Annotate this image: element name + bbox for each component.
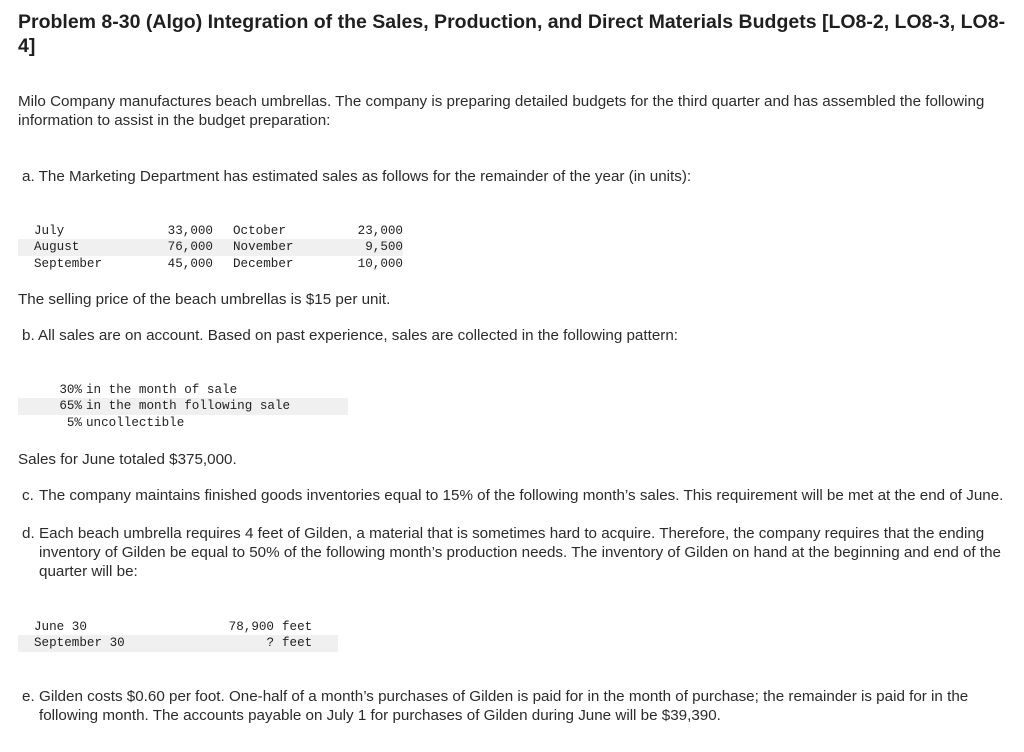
month-cell: September [34, 256, 103, 271]
table-row [18, 256, 403, 272]
item-e [22, 687, 1012, 725]
june-sales-text: Sales for June totaled $375,000. [18, 451, 237, 468]
item-c [22, 486, 1012, 505]
inventory-label: September 30 [34, 636, 125, 651]
table-row [18, 223, 403, 239]
inventory-value: 78,900 [228, 620, 274, 634]
item-a-text: a. The Marketing Department has estimated sales as follows for the remainder of the year (in units): [22, 168, 692, 185]
table-row [18, 619, 338, 635]
month-cell: July [34, 224, 65, 238]
item-marker: e. [22, 688, 35, 705]
month-cell: December [233, 256, 294, 271]
intro-paragraph: Milo Company manufactures beach umbrellas. The company is preparing detailed budgets for the third quarter and has assembled the following information to assist in the budget preparation: [18, 93, 985, 129]
item-d-text: Each beach umbrella requires 4 feet of Gilden, a material that is sometimes hard to acquire. Therefore, the company requires that the ending inventory of Gilden be equal to 50% of the following month’s production needs. The inventory of Gilden on hand at the beginning and end of the quarter will be: [39, 525, 1001, 580]
item-c-text: The company maintains finished goods inventories equal to 15% of the following month’s sales. This requirement will be met at the end of June. [39, 487, 1004, 504]
inventory-unit: feet [282, 636, 313, 651]
table-row [18, 398, 348, 414]
units-cell: 23,000 [357, 224, 403, 238]
month-cell: August [34, 240, 80, 255]
item-b-text: b. All sales are on account. Based on past experience, sales are collected in the following pattern: [22, 327, 678, 344]
units-cell: 10,000 [357, 256, 403, 271]
collection-pattern-table [18, 382, 348, 431]
percent-cell: 30% [59, 383, 82, 397]
table-row [18, 635, 338, 651]
item-d [22, 524, 1012, 581]
table-row [18, 415, 348, 431]
description-cell: in the month following sale [86, 399, 291, 414]
gilden-inventory-table [18, 619, 338, 652]
units-cell: 76,000 [167, 240, 213, 255]
inventory-label: June 30 [34, 620, 87, 634]
units-cell: 45,000 [167, 256, 213, 271]
units-cell: 9,500 [365, 240, 403, 255]
description-cell: uncollectible [86, 415, 185, 430]
item-marker: c. [22, 487, 34, 504]
selling-price-text: The selling price of the beach umbrellas is $15 per unit. [18, 291, 391, 308]
month-cell: November [233, 240, 294, 255]
problem-title: Problem 8-30 (Algo) Integration of the Sales, Production, and Direct Materials Budgets [LO8-2, LO8-3, LO8-4] [18, 11, 1006, 57]
table-row [18, 239, 403, 255]
inventory-value: ? [266, 636, 274, 651]
units-cell: 33,000 [167, 224, 213, 238]
sales-estimates-table [18, 223, 403, 272]
inventory-unit: feet [282, 620, 313, 634]
item-marker: d. [22, 525, 35, 542]
percent-cell: 5% [66, 415, 82, 430]
item-e-text: Gilden costs $0.60 per foot. One-half of a month’s purchases of Gilden is paid for in the month of purchase; the remainder is paid for in the following month. The accounts payable on July 1 for purchases of Gilden during June will be $39,390. [39, 688, 969, 724]
month-cell: October [233, 224, 286, 238]
percent-cell: 65% [59, 399, 82, 414]
table-row [18, 382, 348, 398]
description-cell: in the month of sale [86, 383, 238, 397]
